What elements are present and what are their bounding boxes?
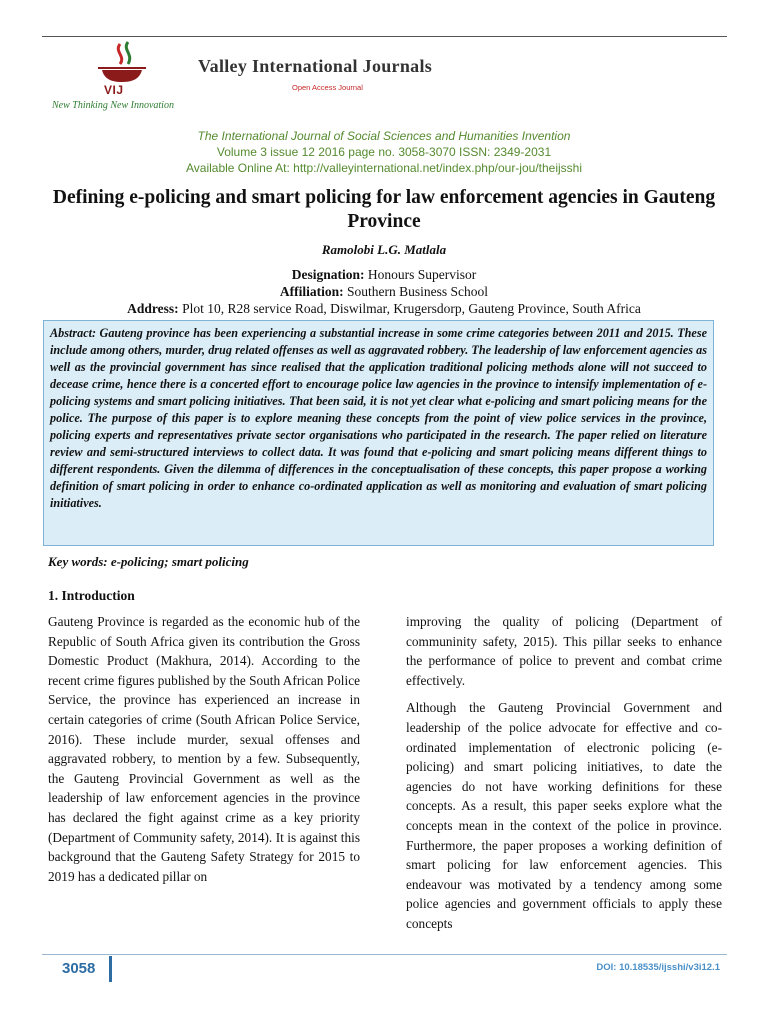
affiliation-value: Southern Business School <box>347 284 489 299</box>
page-number: 3058 <box>62 960 96 977</box>
affiliation-label: Affiliation: <box>279 284 344 299</box>
logo-letters: VIJ <box>104 83 124 97</box>
right-column <box>406 612 722 942</box>
left-paragraph-1: Gauteng Province is regarded as the economic hub of the Republic of South Africa given its contribution the Gross Domestic Product (Makhura, 2014). According to the recent crime figures published by the South African Police Service, the province has experienced an increase in certain categories of crime (South African Police Service, 2016). These include murder, sexual offenses and aggravated robbery, to mention by a few. Subsequently, the Gauteng Provincial Government as well as the leadership of law enforcement agencies in the province has declared the fight against crime as a key priority (Department of Community safety, 2014). It is against this background that the Gauteng Safety Strategy for 2015 to 2019 has a dedicated pillar on <box>48 614 360 884</box>
header-rule <box>42 36 727 37</box>
journal-name: The International Journal of Social Sciences and Humanities Invention <box>197 129 571 143</box>
right-paragraph-2: Although the Gauteng Provincial Government and leadership of the police advocate for effective and co-ordinated implementation of electronic policing (e-policing) and smart policing initiatives, to date the agencies do not have working definitions for these concepts. As a result, this paper seeks explore what the concepts mean in the context of the police in province. Furthermore, the paper proposes a working definition of smart policing for law enforcement agencies. This endeavour was motivated by a tendency among some police agencies and government officials to apply these concepts <box>406 700 722 931</box>
section-heading-introduction: 1. Introduction <box>48 588 135 603</box>
journal-online-link[interactable]: Available Online At: http://valleyinternational.net/index.php/our-jou/theijsshi <box>185 161 583 175</box>
footer-bar <box>109 956 112 982</box>
left-column <box>48 612 360 894</box>
article-title: Defining e-policing and smart policing for law enforcement agencies in Gauteng Province <box>52 187 716 232</box>
journal-logo <box>44 38 174 112</box>
address-label: Address: <box>127 301 179 316</box>
open-access-label: Open Access Journal <box>292 83 363 92</box>
address-value: Plot 10, R28 service Road, Diswilmar, Krugersdorp, Gauteng Province, South Africa <box>182 301 641 316</box>
address-line <box>0 301 768 317</box>
author-name: Ramolobi L.G. Matlala <box>321 242 447 257</box>
right-paragraph-1: improving the quality of policing (Department of communinity safety, 2015). This pillar seeks to enhance the performance of police to prevent and combat crime effectively. <box>406 614 722 688</box>
journal-info <box>0 128 768 176</box>
keywords: Key words: e-policing; smart policing <box>48 554 249 569</box>
footer-rule <box>42 954 727 955</box>
journal-volume: Volume 3 issue 12 2016 page no. 3058-3070 ISSN: 2349-2031 <box>216 145 552 159</box>
publisher-name: Valley International Journals <box>198 56 433 76</box>
affiliation-line <box>0 284 768 300</box>
logo-tagline: New Thinking New Innovation <box>52 100 174 111</box>
designation-value: Honours Supervisor <box>367 267 477 282</box>
abstract-box: Abstract: Gauteng province has been experiencing a substantial increase in some crime categories between 2011 and 2015. These include among others, murder, drug related offenses as well as aggravated robbery. The leadership of law enforcement agencies as well as the provincial government has since realised that the application traditional policing methods alone will not succeed to decease crime, hence there is a concerted effort to encourage police law agencies in the province to intensify implementation of e-policing systems and smart policing initiatives. That been said, it is not yet clear what e-policing and smart policing means for the police. The purpose of this paper is to explore meaning these concepts from the point of view police services in the province, policing experts and representatives private sector organisations who participated in the research. The paper relied on literature review and semi-structured interviews to collect data. It was found that e-policing and smart policing means different things to different respondents. Given the dilemma of differences in the conceptualisation of these concepts, this paper propose a working definition of smart policing in order to enhance co-ordinated application as well as monitoring and evaluation of smart policing initiatives. <box>43 320 714 546</box>
designation-label: Designation: <box>291 267 365 282</box>
designation-line <box>0 267 768 283</box>
doi-label[interactable]: DOI: 10.18535/ijsshi/v3i12.1 <box>596 962 720 973</box>
